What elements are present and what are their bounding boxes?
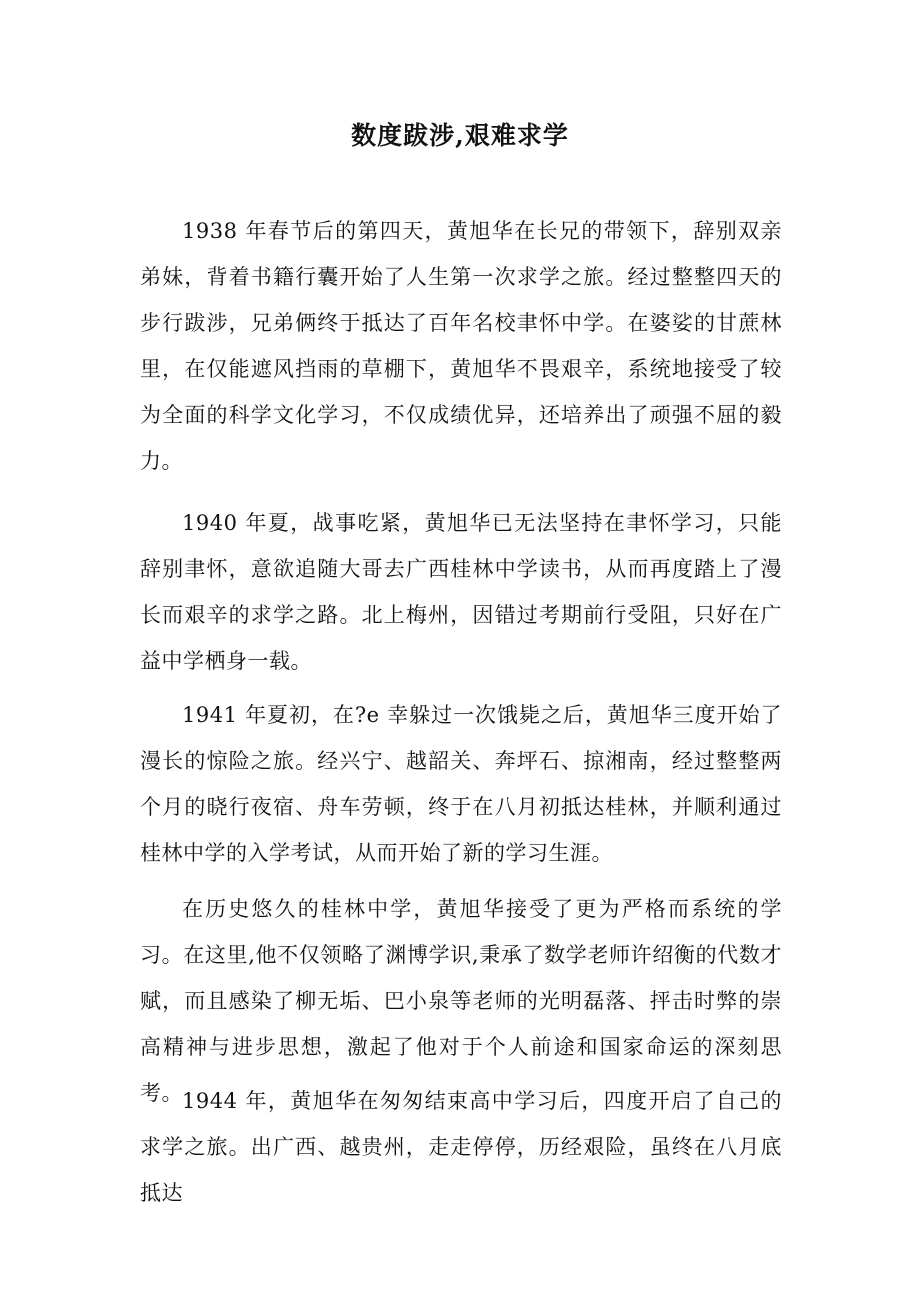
paragraph-1940: 1940 年夏，战事吃紧，黄旭华已无法坚持在聿怀学习，只能辞别聿怀，意欲追随大哥去广西桂林中学读书，从而再度踏上了漫长而艰辛的求学之路。北上梅州，因错过考期前行受阻，只好在广益中学栖身一载。 <box>140 511 782 673</box>
paragraph-guilin: 在历史悠久的桂林中学，黄旭华接受了更为严格而系统的学习。在这里,他不仅领略了渊博学识,秉承了数学老师许绍衡的代数才赋，而且感染了柳无垢、巴小泉等老师的光明磊落、抨击时弊的崇高精神与进步思想，激起了他对于个人前途和国家命运的深刻思考。 <box>140 897 782 1105</box>
paragraph-1944: 1944 年，黄旭华在匆匆结束高中学习后，四度开启了自己的求学之旅。出广西、越贵州，走走停停，历经艰险，虽终在八月底抵达 <box>140 1089 782 1205</box>
page-title: 数度跋涉,艰难求学 <box>351 121 569 150</box>
paragraph-1941: 1941 年夏初，在?e 幸躲过一次饿毙之后，黄旭华三度开始了漫长的惊险之旅。经兴宁、越韶关、奔坪石、掠湘南，经过整整两个月的晓行夜宿、舟车劳顿，终于在八月初抵达桂林，并顺利通过桂林中学的入学考试，从而开始了新的学习生涯。 <box>140 703 782 865</box>
paragraph-1938: 1938 年春节后的第四天，黄旭华在长兄的带领下，辞别双亲弟妹，背着书籍行囊开始了人生第一次求学之旅。经过整整四天的步行跋涉，兄弟俩终于抵达了百年名校聿怀中学。在婆娑的甘蔗林里，在仅能遮风挡雨的草棚下，黄旭华不畏艰辛，系统地接受了较为全面的科学文化学习，不仅成绩优异，还培养出了顽强不屈的毅力。 <box>140 219 782 473</box>
